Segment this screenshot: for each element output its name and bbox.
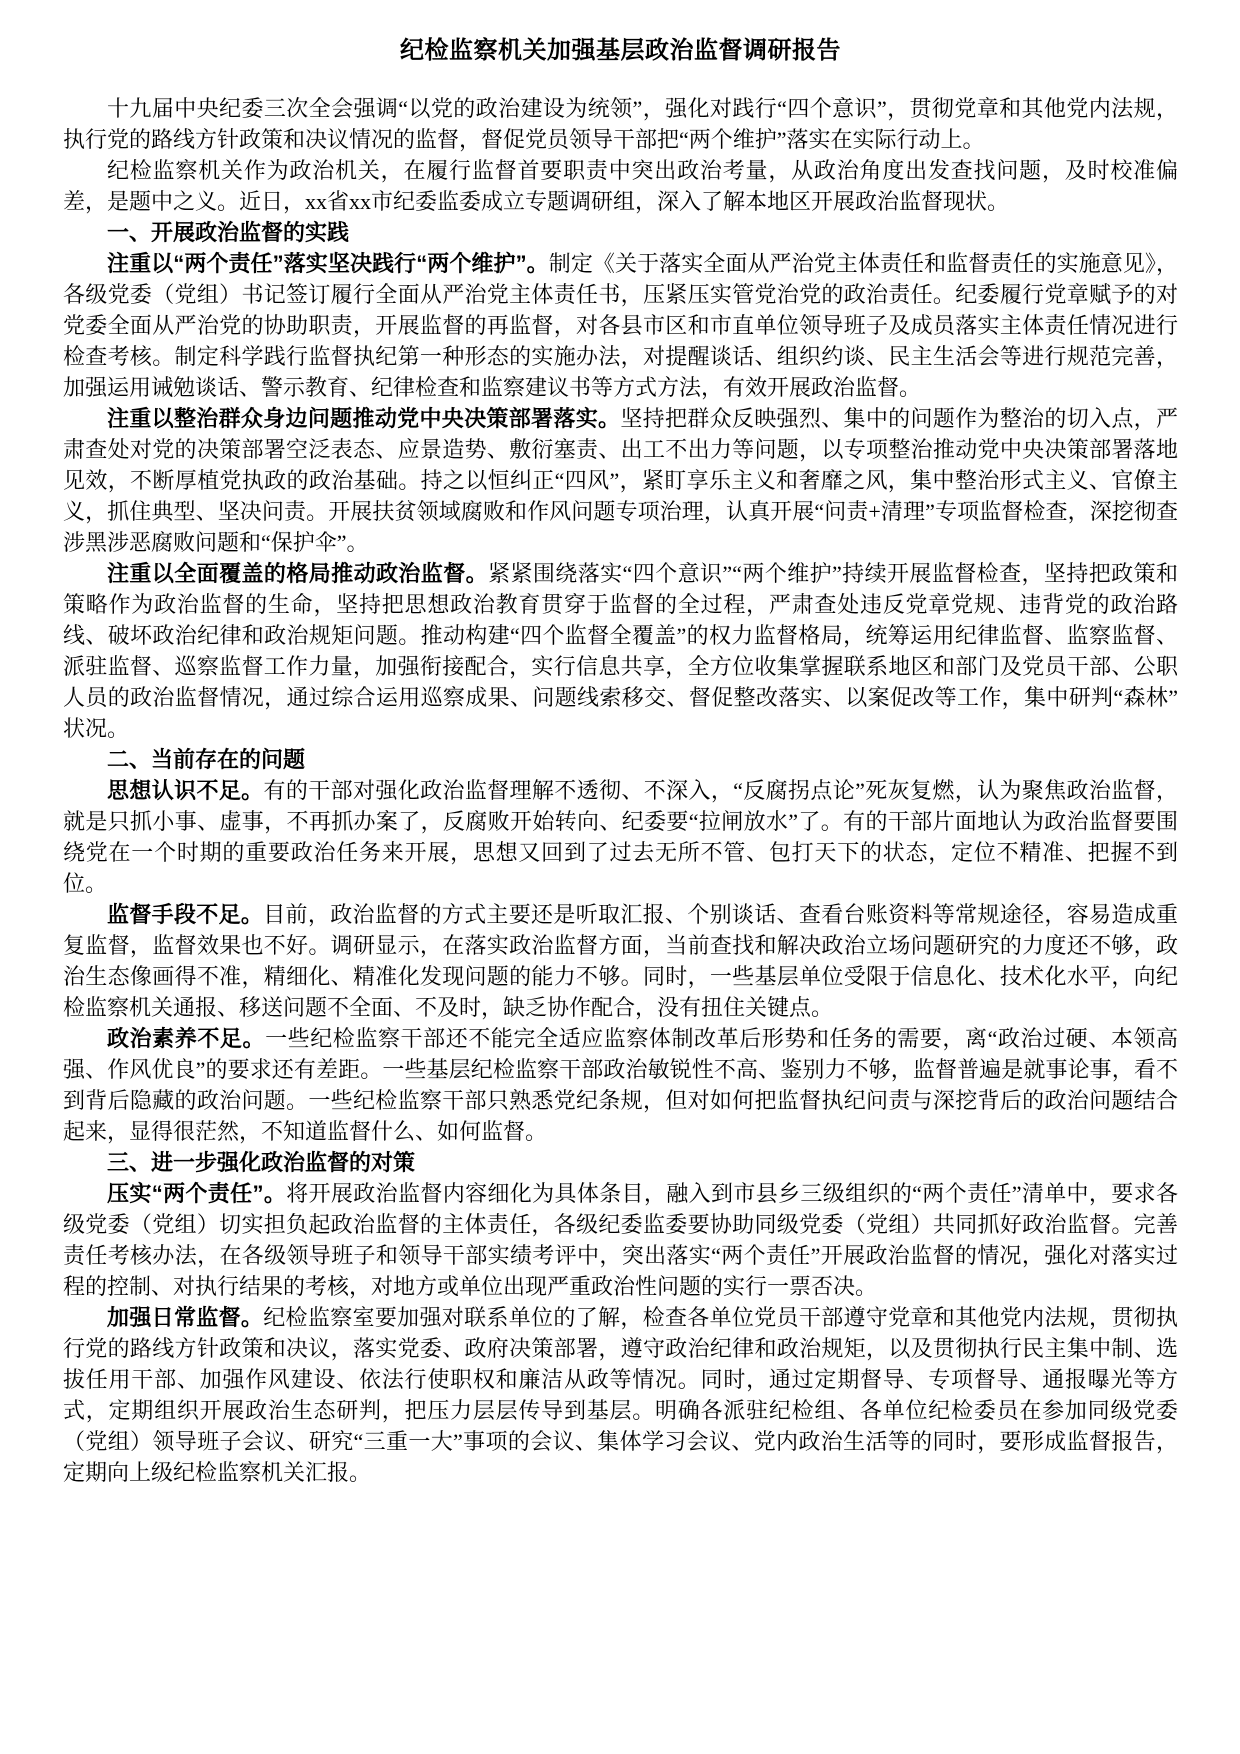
paragraph-lead: 注重以全面覆盖的格局推动政治监督。 bbox=[107, 561, 489, 586]
section-heading-3: 三、进一步强化政治监督的对策 bbox=[107, 1150, 416, 1175]
paragraph-intro-2 bbox=[63, 155, 1178, 217]
paragraph-text: 目前，政治监督的方式主要还是听取汇报、个别谈话、查看台账资料等常规途径，容易造成重复监督，监督效果也不好。调研显示，在落实政治监督方面，当前查找和解决政治立场问题研究的力度还不够，政治生态像画得不准，精细化、精准化发现问题的能力不够。同时，一些基层单位受限于信息化、技术化水平，向纪检监察机关通报、移送问题不全面、不及时，缺乏协作配合，没有扭住关键点。 bbox=[63, 902, 1178, 1020]
paragraph-lead: 思想认识不足。 bbox=[107, 778, 264, 803]
paragraph-lead: 压实“两个责任”。 bbox=[107, 1181, 287, 1206]
document-title: 纪检监察机关加强基层政治监督调研报告 bbox=[400, 37, 841, 64]
paragraph-text: 将开展政治监督内容细化为具体条目，融入到市县乡三级组织的“两个责任”清单中，要求各级党委（党组）切实担负起政治监督的主体责任，各级纪委监委要协助同级党委（党组）共同抓好政治监督。完善责任考核办法，在各级领导班子和领导干部实绩考评中，突出落实“两个责任”开展政治监督的情况，强化对落实过程的控制、对执行结果的考核，对地方或单位出现严重政治性问题的实行一票否决。 bbox=[63, 1181, 1178, 1299]
paragraph-practice-3 bbox=[63, 558, 1178, 744]
section-heading-2: 二、当前存在的问题 bbox=[107, 747, 306, 772]
paragraph-practice-1 bbox=[63, 248, 1178, 403]
paragraph-text: 坚持把群众反映强烈、集中的问题作为整治的切入点，严肃查处对党的决策部署空泛表态、应景造势、敷衍塞责、出工不出力等问题，以专项整治推动党中央决策部署落地见效，不断厚植党执政的政治基础。持之以恒纠正“四风”，紧盯享乐主义和奢靡之风，集中整治形式主义、官僚主义，抓住典型、坚决问责。开展扶贫领域腐败和作风问题专项治理，认真开展“问责+清理”专项监督检查，深挖彻查涉黑涉恶腐败问题和“保护伞”。 bbox=[63, 406, 1178, 555]
paragraph-problem-2 bbox=[63, 899, 1178, 1023]
paragraph-lead: 政治素养不足。 bbox=[107, 1026, 266, 1051]
paragraph-lead: 监督手段不足。 bbox=[107, 902, 264, 927]
paragraph-text: 十九届中央纪委三次全会强调“以党的政治建设为统领”，强化对践行“四个意识”，贯彻党章和其他党内法规，执行党的路线方针政策和决议情况的监督，督促党员领导干部把“两个维护”落实在实际行动上。 bbox=[63, 96, 1178, 152]
paragraph-practice-2 bbox=[63, 403, 1178, 558]
paragraph-countermeasure-1 bbox=[63, 1178, 1178, 1302]
paragraph-intro-1 bbox=[63, 93, 1178, 155]
section-heading-1: 一、开展政治监督的实践 bbox=[107, 220, 350, 245]
paragraph-text: 紧紧围绕落实“四个意识”“两个维护”持续开展监督检查，坚持把政策和策略作为政治监督的生命，坚持把思想政治教育贯穿于监督的全过程，严肃查处违反党章党规、违背党的政治路线、破坏政治纪律和政治规矩问题。推动构建“四个监督全覆盖”的权力监督格局，统筹运用纪律监督、监察监督、派驻监督、巡察监督工作力量，加强衔接配合，实行信息共享，全方位收集掌握联系地区和部门及党员干部、公职人员的政治监督情况，通过综合运用巡察成果、问题线索移交、督促整改落实、以案促改等工作，集中研判“森林”状况。 bbox=[63, 561, 1178, 741]
paragraph-problem-1 bbox=[63, 775, 1178, 899]
paragraph-lead: 注重以整治群众身边问题推动党中央决策部署落实。 bbox=[107, 406, 621, 431]
paragraph-text: 一些纪检监察干部还不能完全适应监察体制改革后形势和任务的需要，离“政治过硬、本领高强、作风优良”的要求还有差距。一些基层纪检监察干部政治敏锐性不高、鉴别力不够，监督普遍是就事论事，看不到背后隐藏的政治问题。一些纪检监察干部只熟悉党纪条规，但对如何把监督执纪问责与深挖背后的政治问题结合起来，显得很茫然，不知道监督什么、如何监督。 bbox=[63, 1026, 1178, 1144]
paragraph-text: 纪检监察室要加强对联系单位的了解，检查各单位党员干部遵守党章和其他党内法规，贯彻执行党的路线方针政策和决议，落实党委、政府决策部署，遵守政治纪律和政治规矩，以及贯彻执行民主集中制、选拔任用干部、加强作风建设、依法行使职权和廉洁从政等情况。同时，通过定期督导、专项督导、通报曝光等方式，定期组织开展政治生态研判，把压力层层传导到基层。明确各派驻纪检组、各单位纪检委员在参加同级党委（党组）领导班子会议、研究“三重一大”事项的会议、集体学习会议、党内政治生活等的同时，要形成监督报告，定期向上级纪检监察机关汇报。 bbox=[63, 1305, 1178, 1485]
paragraph-lead: 加强日常监督。 bbox=[107, 1305, 264, 1330]
paragraph-text: 有的干部对强化政治监督理解不透彻、不深入，“反腐拐点论”死灰复燃，认为聚焦政治监督，就是只抓小事、虚事，不再抓办案了，反腐败开始转向、纪委要“拉闸放水”了。有的干部片面地认为政治监督要围绕党在一个时期的重要政治任务来开展，思想又回到了过去无所不管、包打天下的状态，定位不精准、把握不到位。 bbox=[63, 778, 1178, 896]
paragraph-lead: 注重以“两个责任”落实坚决践行“两个维护”。 bbox=[107, 251, 549, 276]
paragraph-text: 制定《关于落实全面从严治党主体责任和监督责任的实施意见》，各级党委（党组）书记签订履行全面从严治党主体责任书，压紧压实管党治党的政治责任。纪委履行党章赋予的对党委全面从严治党的协助职责，开展监督的再监督，对各县市区和市直单位领导班子及成员落实主体责任情况进行检查考核。制定科学践行监督执纪第一种形态的实施办法，对提醒谈话、组织约谈、民主生活会等进行规范完善，加强运用诫勉谈话、警示教育、纪律检查和监察建议书等方式方法，有效开展政治监督。 bbox=[63, 251, 1178, 400]
paragraph-problem-3 bbox=[63, 1023, 1178, 1147]
paragraph-countermeasure-2 bbox=[63, 1302, 1178, 1488]
paragraph-text: 纪检监察机关作为政治机关，在履行监督首要职责中突出政治考量，从政治角度出发查找问题，及时校准偏差，是题中之义。近日，xx省xx市纪委监委成立专题调研组，深入了解本地区开展政治监督现状。 bbox=[63, 158, 1178, 214]
